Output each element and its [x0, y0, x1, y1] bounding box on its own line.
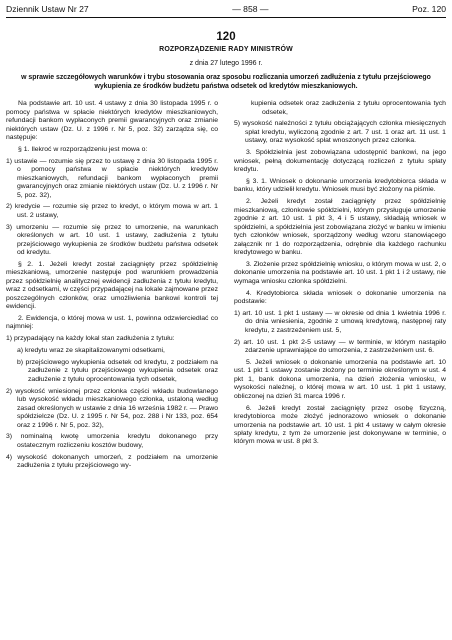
paragraph: § 3. 1. Wniosek o dokonanie umorzenia kredytobiorca składa w banku, który udzielił kredytu. Wniosek musi być złożony na piśmie.	[234, 177, 446, 194]
paragraph: 2. Ewidencja, o której mowa w ust. 1, powinna odzwierciedlać co najmniej:	[6, 314, 218, 331]
paragraph: 2. Jeżeli kredyt został zaciągnięty przez spółdzielnię mieszkaniową, członkowie spółdzielni, którym przysługuje umorzenie zgodnie z art. 10 ust. 1 pkt 3, 4 i 5 ustawy, składają wniosek w spółdzielni, a spółdzielnia jest zobowiązana złożyć w banku w imieniu tych członków wniosek, sporządzony według wzoru stanowiącego załącznik nr 1 do rozporządzenia, odrębnie dla każdego rachunku kredytowego w banku.	[234, 198, 446, 256]
paragraph: 1) ustawie — rozumie się przez to ustawę z dnia 30 listopada 1995 r. o pomocy państwa w spłacie niektórych kredytów mieszkaniowych, refundacji bankom wypłaconych premii gwarancyjnych oraz zmianie niektórych ustaw (Dz. U. z 1996 r. Nr 5, poz. 32),	[6, 157, 218, 199]
paragraph: 3. Złożenie przez spółdzielnię wniosku, o którym mowa w ust. 2, o dokonanie umorzenia na podstawie art. 10 ust. 1 pkt 1 i 2 ustawy, nie wymaga wniosku członka spółdzielni.	[234, 260, 446, 285]
document-date: z dnia 27 lutego 1996 r.	[189, 60, 263, 67]
paragraph: 3) nominalną kwotę umorzenia kredytu dokonanego przy ostatecznym rozliczeniu kosztów budowy,	[6, 433, 218, 449]
document-subject: w sprawie szczegółowych warunków i trybu stosowania oraz sposobu rozliczania umorzeń zadłużenia z tytułu przejściowego wykupienia ze środków budżetu państwa odsetek od kredytów mieszkaniowych.	[21, 74, 431, 90]
paragraph: 5) wysokość należności z tytułu obciążających członka miesięcznych spłat kredytu, wyliczoną zgodnie z art. 7 ust. 1 oraz art. 11 ust. 1 ustawy, oraz wysokość spłat wnoszonych przez członka.	[234, 120, 446, 145]
right-column	[234, 100, 446, 474]
paragraph: b) przejściowego wykupienia odsetek od kredytu, z podziałem na zadłużenie z tytułu przejściowego wykupienia odsetek oraz zadłużenie z tytułu oprocentowania tych odsetek,	[17, 358, 218, 383]
paragraph: 3) umorzeniu — rozumie się przez to umorzenie, na warunkach określonych w art. 10 ust. 1 ustawy, zadłużenia z tytułu przejściowego wykupienia ze środków budżetu państwa odsetek od kredytu.	[6, 223, 218, 256]
paragraph: 3. Spółdzielnia jest zobowiązana udostępnić bankowi, na jego wniosek, pełną dokumentację dotyczącą rozliczeń z tytułu spłaty kredytu.	[234, 149, 446, 174]
header-rule	[6, 17, 446, 18]
text-columns	[6, 100, 446, 474]
left-column	[6, 100, 218, 474]
position-number: Poz. 120	[412, 4, 446, 14]
paragraph: Na podstawie art. 10 ust. 4 ustawy z dnia 30 listopada 1995 r. o pomocy państwa w spłacie niektórych kredytów mieszkaniowych, refundacji bankom wypłaconych premii gwarancyjnych oraz zmianie niektórych ustaw (Dz. U. z 1996 r. Nr 5, poz. 32) zarządza się, co następuje:	[6, 100, 218, 141]
document-page	[6, 4, 446, 636]
paragraph: kupienia odsetek oraz zadłużenia z tytułu oprocentowania tych odsetek,	[251, 100, 446, 116]
paragraph: 1) art. 10 ust. 1 pkt 1 ustawy — w okresie od dnia 1 kwietnia 1996 r. do dnia wniesienia, zgodnie z umową kredytową, następnej raty kredytu, z zastrzeżeniem ust. 5,	[234, 309, 446, 334]
paragraph: a) kredytu wraz ze skapitalizowanymi odsetkami,	[17, 347, 165, 355]
paragraph: 2) kredycie — rozumie się przez to kredyt, o którym mowa w art. 1 ust. 2 ustawy,	[6, 203, 218, 219]
document-number: 120	[216, 31, 236, 43]
paragraph: 2) wysokość wniesionej przez członka części wkładu budowlanego lub wysokość wkładu mieszkaniowego członka, ustaloną według zasad określonych w ustawie z dnia 16 września 1982 r. — Prawo spółdzielcze (Dz. U. z 1995 r. Nr 54, poz. 288 i Nr 133, poz. 654 oraz z 1996 r. Nr 5, poz. 32),	[6, 387, 218, 429]
journal-name: Dziennik Ustaw Nr 27	[6, 4, 89, 14]
paragraph: § 2. 1. Jeżeli kredyt został zaciągnięty przez spółdzielnię mieszkaniową, umorzenie następuje pod warunkiem prowadzenia przez spółdzielnię analitycznej ewidencji zadłużenia z tytułu kredytu, wraz z odsetkami, w części przypadającej na lokale zajmowane przez poszczególnych członków, oraz umożliwienia bankowi kontroli tej ewidencji.	[6, 260, 218, 311]
page-number: — 858 —	[232, 4, 269, 14]
page-header	[6, 4, 446, 16]
paragraph: 4) wysokość dokonanych umorzeń, z podziałem na umorzenie zadłużenia z tytułu przejściowego wy-	[6, 453, 218, 470]
paragraph: 1) przypadający na każdy lokal stan zadłużenia z tytułu:	[6, 335, 175, 343]
paragraph: 5. Jeżeli wniosek o dokonanie umorzenia na podstawie art. 10 ust. 1 pkt 1 ustawy zostanie złożony po terminie określonym w ust. 4 pkt 1, bank dokona umorzenia, na dzień złożenia wniosku, w wysokości należnej, o której mowa w art. 10 ust. 1 pkt 1 ustawy, obliczonej na dzień 31 marca 1996 r.	[234, 358, 446, 400]
paragraph: § 1. Ilekroć w rozporządzeniu jest mowa o:	[18, 145, 148, 153]
document-title: ROZPORZĄDZENIE RADY MINISTRÓW	[159, 46, 293, 53]
paragraph: 2) art. 10 ust. 1 pkt 2-5 ustawy — w terminie, w którym nastąpiło zdarzenie uprawniające do umorzenia, z zastrzeżeniem ust. 6.	[234, 338, 446, 355]
paragraph: 6. Jeżeli kredyt został zaciągnięty przez osobę fizyczną, kredytobiorca może złożyć jednorazowo wniosek o dokonanie umorzenia na podstawie art. 10 ust. 1 pkt 4 ustawy w całym okresie spłaty kredytu, z tym że umorzenie jest dokonywane w terminie, o którym mowa w ust. 8 pkt 3.	[234, 404, 446, 446]
paragraph: 4. Kredytobiorca składa wniosek o dokonanie umorzenia na podstawie:	[234, 289, 446, 306]
